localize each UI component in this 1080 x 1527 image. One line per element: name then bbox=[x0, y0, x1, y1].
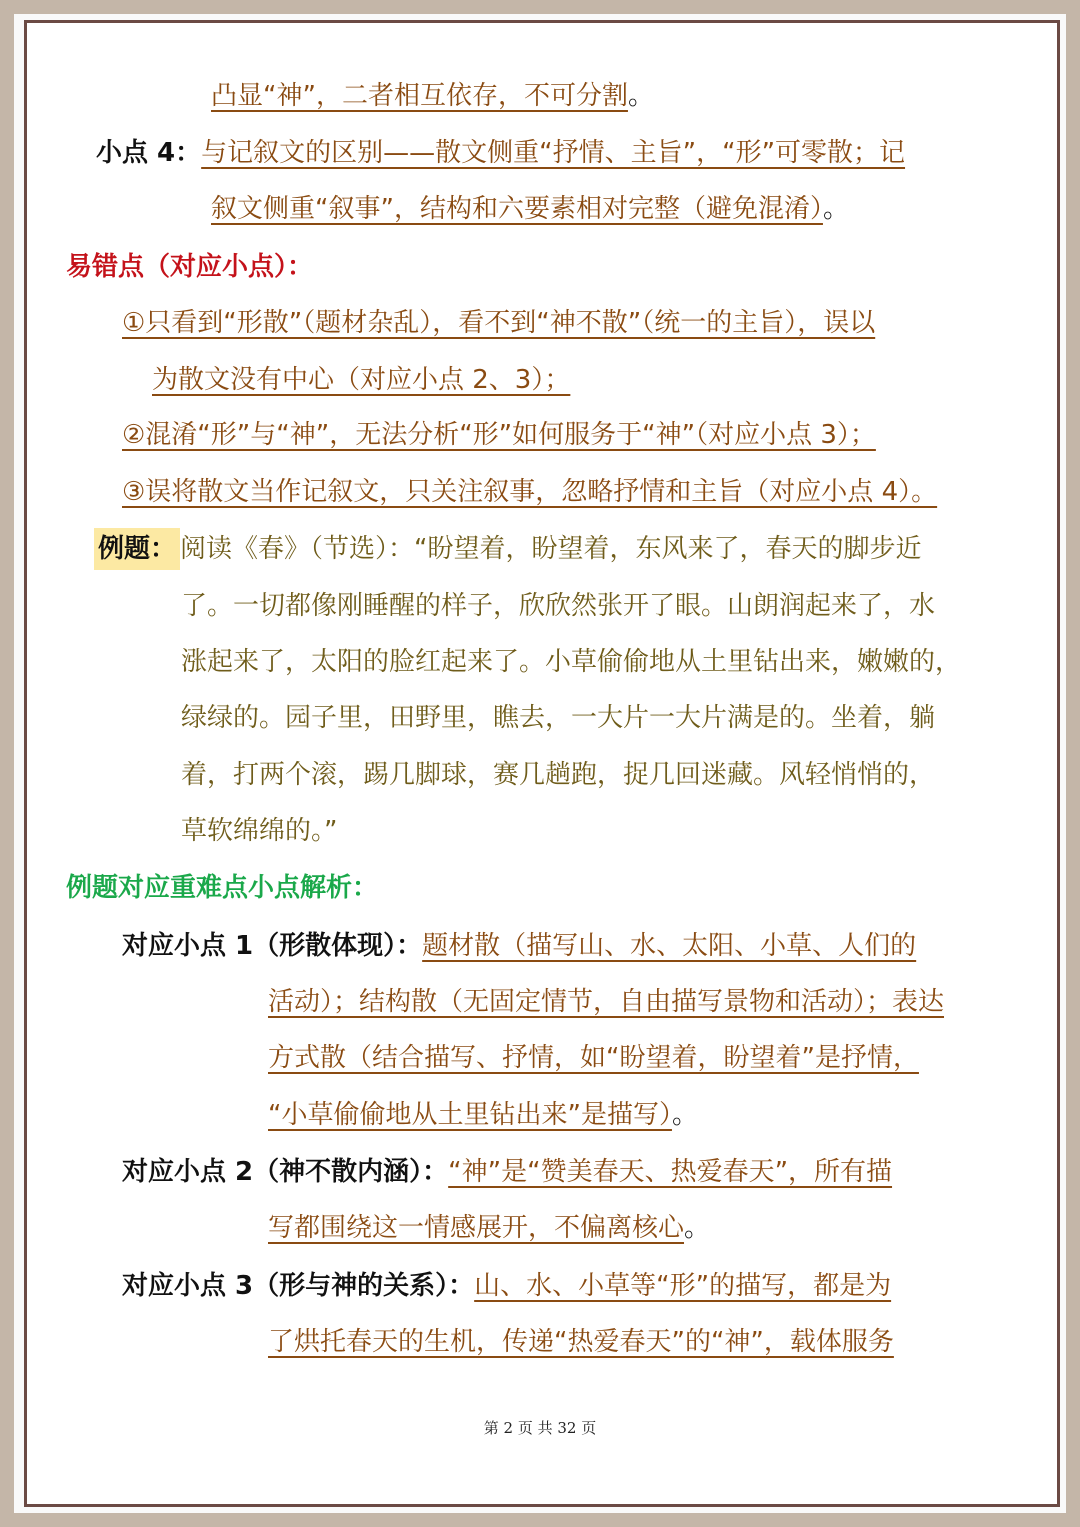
analysis-3-text: 山、水、小草等“形”的描写，都是为 bbox=[474, 1271, 892, 1301]
analysis-3-line-2: 了烘托春天的生机，传递“热爱春天”的“神”，载体服务 bbox=[268, 1327, 894, 1357]
period: 。 bbox=[684, 1213, 711, 1243]
example-line-1 bbox=[94, 531, 922, 567]
analysis-1-line-1 bbox=[122, 928, 916, 964]
example-text: 阅读《春》（节选）：“盼望着，盼望着，东风来了，春天的脚步近 bbox=[180, 534, 922, 564]
analysis-2-text-end: 写都围绕这一情感展开，不偏离核心 bbox=[268, 1213, 685, 1243]
analysis-2-line-1 bbox=[122, 1154, 892, 1190]
point-4-text-cont: 叙文侧重“叙事”，结构和六要素相对完整（避免混淆） bbox=[211, 194, 823, 224]
point-4-line-1 bbox=[96, 135, 905, 171]
example-label: 例题： bbox=[94, 528, 180, 570]
analysis-heading: 例题对应重难点小点解析： bbox=[66, 873, 379, 903]
analysis-1-text-end: “小草偷偷地从土里钻出来”是描写） bbox=[268, 1100, 672, 1130]
analysis-2-text: “神”是“赞美春天、热爱春天”，所有描 bbox=[448, 1157, 893, 1187]
analysis-1-line-4 bbox=[268, 1097, 698, 1133]
mistakes-heading: 易错点（对应小点）： bbox=[66, 252, 314, 282]
example-line-3: 涨起来了，太阳的脸红起来了。小草偷偷地从土里钻出来，嫩嫩的， bbox=[181, 647, 962, 677]
period: 。 bbox=[822, 194, 849, 224]
analysis-1-label: 对应小点 1（形散体现）： bbox=[122, 931, 423, 961]
analysis-1-line-2: 活动）；结构散（无固定情节，自由描写景物和活动）；表达 bbox=[268, 987, 945, 1017]
period: 。 bbox=[627, 81, 654, 111]
example-line-6: 草软绵绵的。” bbox=[181, 816, 338, 846]
underlined-text: 凸显“神”，二者相互依存，不可分割 bbox=[211, 81, 628, 111]
page-footer: 第 2 页 共 32 页 bbox=[483, 1419, 597, 1437]
mistake-1-line-2: 为散文没有中心（对应小点 2、3）； bbox=[152, 365, 571, 395]
analysis-1-line-3: 方式散（结合描写、抒情，如“盼望着，盼望着”是抒情， bbox=[268, 1043, 919, 1073]
analysis-1-text: 题材散（描写山、水、太阳、小草、人们的 bbox=[422, 931, 917, 961]
analysis-3-label: 对应小点 3（形与神的关系）： bbox=[122, 1271, 475, 1301]
point-4-text: 与记叙文的区别——散文侧重“抒情、主旨”，“形”可零散；记 bbox=[201, 138, 906, 168]
mistake-3: ③误将散文当作记叙文，只关注叙事，忽略抒情和主旨（对应小点 4）。 bbox=[122, 477, 938, 507]
analysis-3-line-1 bbox=[122, 1268, 891, 1304]
mistake-1-line-1: ①只看到“形散”（题材杂乱），看不到“神不散”（统一的主旨），误以 bbox=[122, 308, 876, 338]
point-4-label: 小点 4： bbox=[96, 138, 202, 168]
analysis-2-line-2 bbox=[268, 1210, 710, 1246]
example-line-4: 绿绿的。园子里，田野里，瞧去，一大片一大片满是的。坐着，躺 bbox=[181, 703, 936, 733]
mistake-2: ②混淆“形”与“神”，无法分析“形”如何服务于“神”（对应小点 3）； bbox=[122, 420, 876, 450]
point-4-line-2 bbox=[211, 191, 849, 227]
period: 。 bbox=[671, 1100, 698, 1130]
example-line-2: 了。一切都像刚睡醒的样子，欣欣然张开了眼。山朗润起来了，水 bbox=[181, 591, 936, 621]
analysis-2-label: 对应小点 2（神不散内涵）： bbox=[122, 1157, 449, 1187]
example-line-5: 着，打两个滚，踢几脚球，赛几趟跑，捉几回迷藏。风轻悄悄的， bbox=[181, 760, 936, 790]
continuation-line bbox=[211, 78, 654, 114]
